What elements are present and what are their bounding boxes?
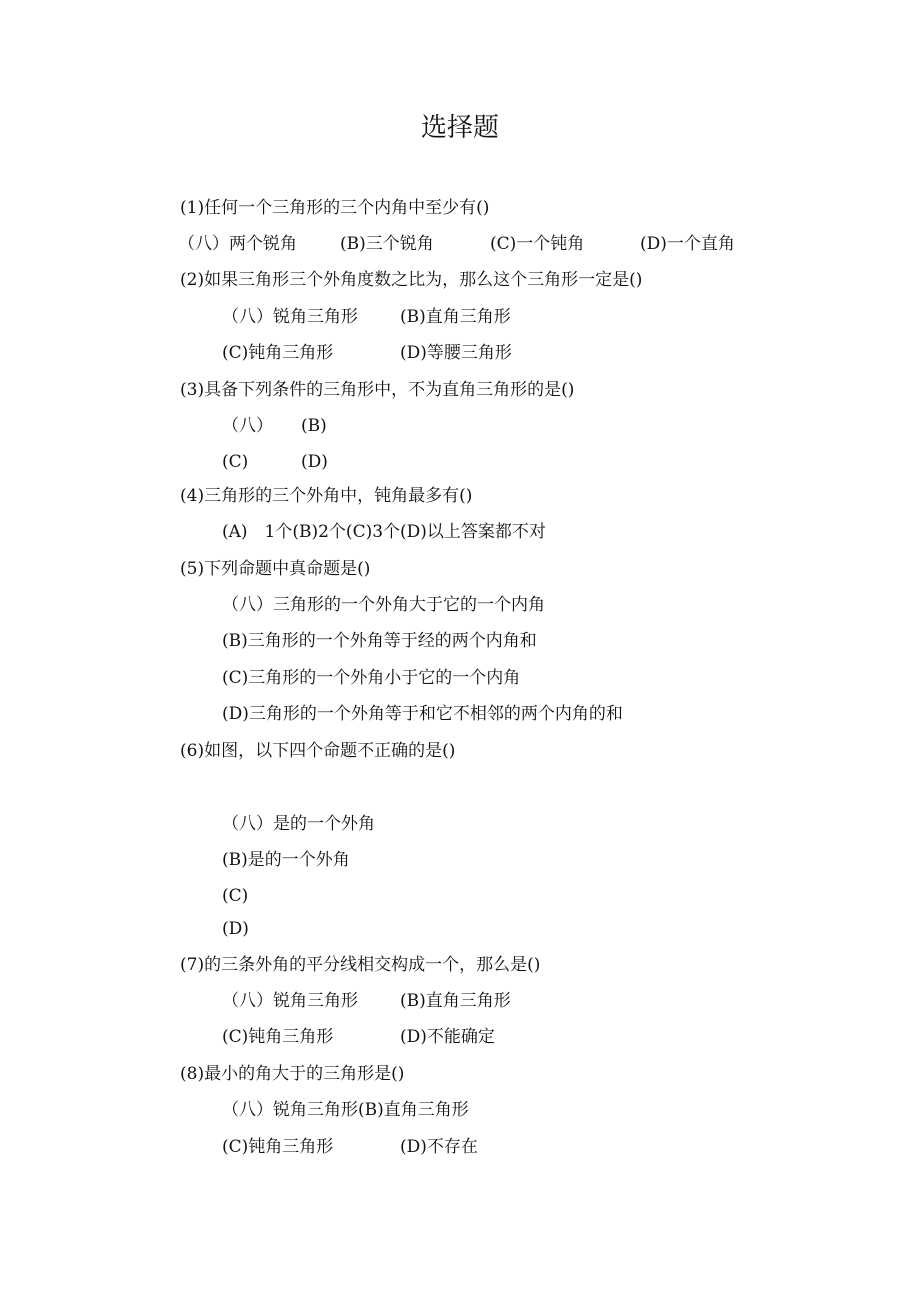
question-2-option-b: (B)直角三角形 bbox=[400, 307, 511, 327]
question-2-option-c: (C)钝角三角形 bbox=[222, 343, 334, 363]
question-8-option-c: (C)钝角三角形 bbox=[222, 1137, 334, 1157]
question-3: (3)具备下列条件的三角形中，不为直角三角形的是() bbox=[180, 380, 575, 400]
question-3-option-a: （八） bbox=[222, 416, 273, 436]
page-title: 选择题 bbox=[420, 113, 499, 143]
question-1-option-a: （八）两个锐角 bbox=[178, 234, 297, 254]
question-7-option-b: (B)直角三角形 bbox=[400, 991, 511, 1011]
question-4-options: (A) 1个(B)2个(C)3个(D)以上答案都不对 bbox=[222, 522, 546, 542]
question-3-option-d: (D) bbox=[301, 452, 328, 472]
question-1-option-d: (D)一个直角 bbox=[640, 234, 735, 254]
question-7-option-c: (C)钝角三角形 bbox=[222, 1027, 334, 1047]
question-1: (1)任何一个三角形的三个内角中至少有() bbox=[180, 198, 490, 218]
question-1-option-b: (B)三个锐角 bbox=[340, 234, 434, 254]
question-5-option-a: （八）三角形的一个外角大于它的一个内角 bbox=[222, 595, 545, 615]
question-6-option-c: (C) bbox=[222, 886, 249, 906]
question-5: (5)下列命题中真命题是() bbox=[180, 559, 371, 579]
question-7-option-d: (D)不能确定 bbox=[400, 1027, 495, 1047]
question-8-option-d: (D)不存在 bbox=[400, 1137, 478, 1157]
question-6-option-b: (B)是的一个外角 bbox=[222, 850, 350, 870]
question-5-option-d: (D)三角形的一个外角等于和它不相邻的两个内角的和 bbox=[222, 704, 623, 724]
question-2-option-d: (D)等腰三角形 bbox=[400, 343, 512, 363]
question-7-option-a: （八）锐角三角形 bbox=[222, 991, 358, 1011]
question-3-option-b: (B) bbox=[301, 416, 327, 436]
question-1-option-c: (C)一个钝角 bbox=[490, 234, 585, 254]
question-2-option-a: （八）锐角三角形 bbox=[222, 307, 358, 327]
question-8-options-ab: （八）锐角三角形(B)直角三角形 bbox=[222, 1100, 469, 1120]
question-2: (2)如果三角形三个外角度数之比为，那么这个三角形一定是() bbox=[180, 270, 643, 290]
question-7: (7)的三条外角的平分线相交构成一个，那么是() bbox=[180, 955, 541, 975]
question-4: (4)三角形的三个外角中，钝角最多有() bbox=[180, 486, 473, 506]
question-8: (8)最小的角大于的三角形是() bbox=[180, 1064, 405, 1084]
question-5-option-b: (B)三角形的一个外角等于经的两个内角和 bbox=[222, 631, 537, 651]
question-3-option-c: (C) bbox=[222, 452, 249, 472]
question-5-option-c: (C)三角形的一个外角小于它的一个内角 bbox=[222, 668, 521, 688]
question-6: (6)如图，以下四个命题不正确的是() bbox=[180, 741, 456, 761]
question-6-option-a: （八）是的一个外角 bbox=[222, 814, 375, 834]
question-6-option-d: (D) bbox=[222, 919, 249, 939]
